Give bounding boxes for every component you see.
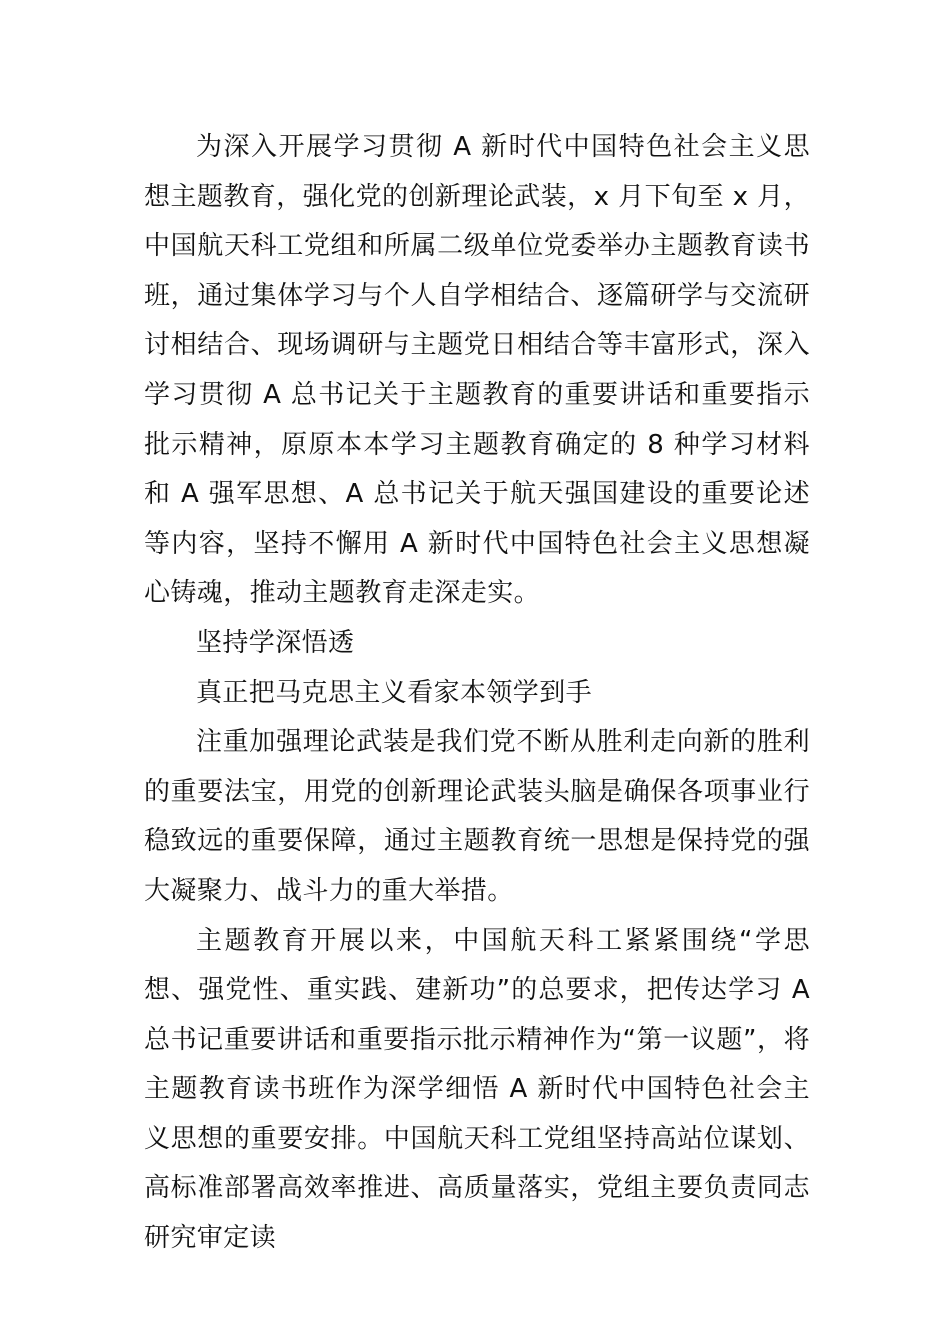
- document-body: [144, 123, 810, 1264]
- paragraph-theory: 注重加强理论武装是我们党不断从胜利走向新的胜利的重要法宝，用党的创新理论武装头脑是确保各项事业行稳致远的重要保障，通过主题教育统一思想是保持党的强大凝聚力、战斗力的重大举措。: [144, 727, 810, 906]
- paragraph-progress: 主题教育开展以来，中国航天科工紧紧围绕“学思想、强党性、重实践、建新功”的总要求，把传达学习 A 总书记重要讲话和重要指示批示精神作为“第一议题”，将主题教育读书班作为深学细悟 A 新时代中国特色社会主义思想的重要安排。中国航天科工党组坚持高站位谋划、高标准部署高效率推进、高质量落实，党组主要负责同志研究审定读: [144, 925, 810, 1254]
- section-subheading: 真正把马克思主义看家本领学到手: [196, 677, 593, 708]
- section-heading: 坚持学深悟透: [196, 627, 355, 658]
- paragraph-intro: 为深入开展学习贯彻 A 新时代中国特色社会主义思想主题教育，强化党的创新理论武装，x 月下旬至 x 月，中国航天科工党组和所属二级单位党委举办主题教育读书班，通过集体学习与个人自学相结合、逐篇研学与交流研讨相结合、现场调研与主题党日相结合等丰富形式，深入学习贯彻 A 总书记关于主题教育的重要讲话和重要指示批示精神，原原本本学习主题教育确定的 8 种学习材料和 A 强军思想、A 总书记关于航天强国建设的重要论述等内容，坚持不懈用 A 新时代中国特色社会主义思想凝心铸魂，推动主题教育走深走实。: [144, 132, 810, 609]
